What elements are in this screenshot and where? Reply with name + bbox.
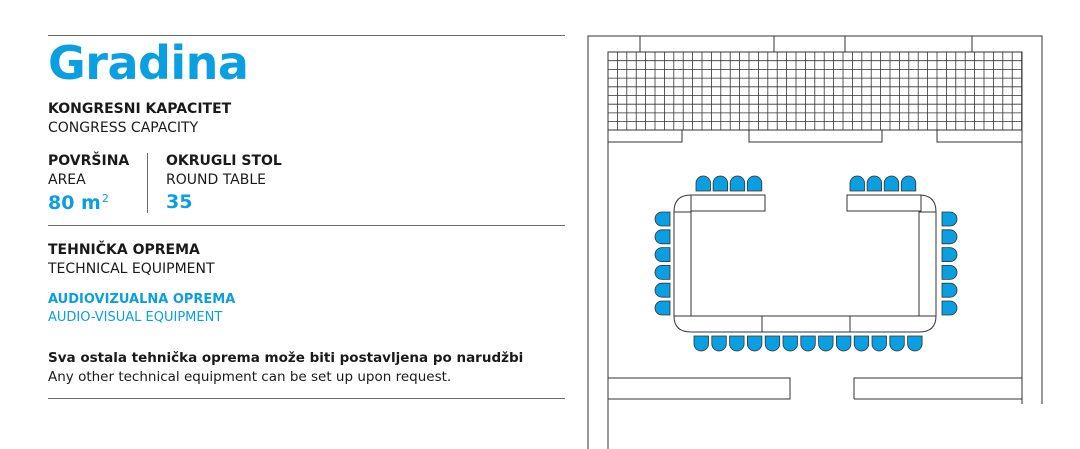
wall-segments-bottom (608, 378, 1022, 399)
seat (694, 336, 709, 351)
floor-plan (586, 34, 1046, 449)
av-equipment-hr: AUDIOVIZUALNA OPREMA (48, 292, 236, 307)
seat (901, 176, 916, 191)
divider-middle (48, 225, 565, 226)
seat (655, 212, 670, 226)
seat (655, 230, 670, 244)
venue-title: Gradina (48, 36, 249, 90)
seat (867, 176, 882, 191)
seat (713, 176, 728, 191)
capacity-label-hr: KONGRESNI KAPACITET (48, 101, 232, 117)
seat (712, 336, 727, 351)
seat (908, 336, 923, 351)
seat (890, 336, 905, 351)
area-value-superscript: 2 (101, 192, 109, 205)
table-u-outer (674, 195, 936, 332)
table-bottom-dividers (762, 316, 850, 332)
note-en: Any other technical equipment can be set up upon request. (48, 369, 452, 385)
seat (872, 336, 887, 351)
seats (655, 176, 957, 351)
area-label-hr: POVRŠINA (48, 153, 130, 169)
seat (783, 336, 798, 351)
seat (836, 336, 851, 351)
seat (942, 283, 957, 297)
capacity-label-en: CONGRESS CAPACITY (48, 120, 199, 136)
seat (655, 283, 670, 297)
area-value (48, 193, 109, 213)
round-table-label-en: ROUND TABLE (166, 172, 266, 188)
seat (942, 230, 957, 244)
seat (765, 336, 780, 351)
note-hr: Sva ostala tehnička oprema može biti postavljena po narudžbi (48, 350, 524, 366)
equipment-title-en: TECHNICAL EQUIPMENT (48, 261, 215, 277)
wall-segments-top (608, 130, 1022, 142)
seat (942, 248, 957, 262)
seat (819, 336, 834, 351)
seat (655, 301, 670, 315)
divider-bottom (48, 398, 565, 399)
table-u-inner (691, 211, 919, 316)
area-value-number: 80 m (48, 192, 101, 214)
seat (655, 248, 670, 262)
seat (696, 176, 711, 191)
table-outline-right (847, 195, 921, 211)
seat (942, 265, 957, 279)
wall-top-ticks (640, 36, 972, 52)
seat (655, 265, 670, 279)
table-outline (691, 195, 765, 211)
seat (730, 336, 745, 351)
seat (850, 176, 865, 191)
stats-separator (147, 153, 148, 213)
av-equipment-en: AUDIO-VISUAL EQUIPMENT (48, 310, 223, 325)
seat (942, 301, 957, 315)
area-label-en: AREA (48, 172, 86, 188)
equipment-title-hr: TEHNIČKA OPREMA (48, 242, 200, 258)
round-table-value: 35 (166, 191, 193, 213)
seat (854, 336, 869, 351)
table-u-sides (674, 212, 936, 316)
seat (747, 336, 762, 351)
seat (747, 176, 762, 191)
round-table-label-hr: OKRUGLI STOL (166, 153, 282, 169)
seat (801, 336, 816, 351)
seat (942, 212, 957, 226)
seating-grid (608, 52, 1022, 130)
seat (884, 176, 899, 191)
seat (730, 176, 745, 191)
